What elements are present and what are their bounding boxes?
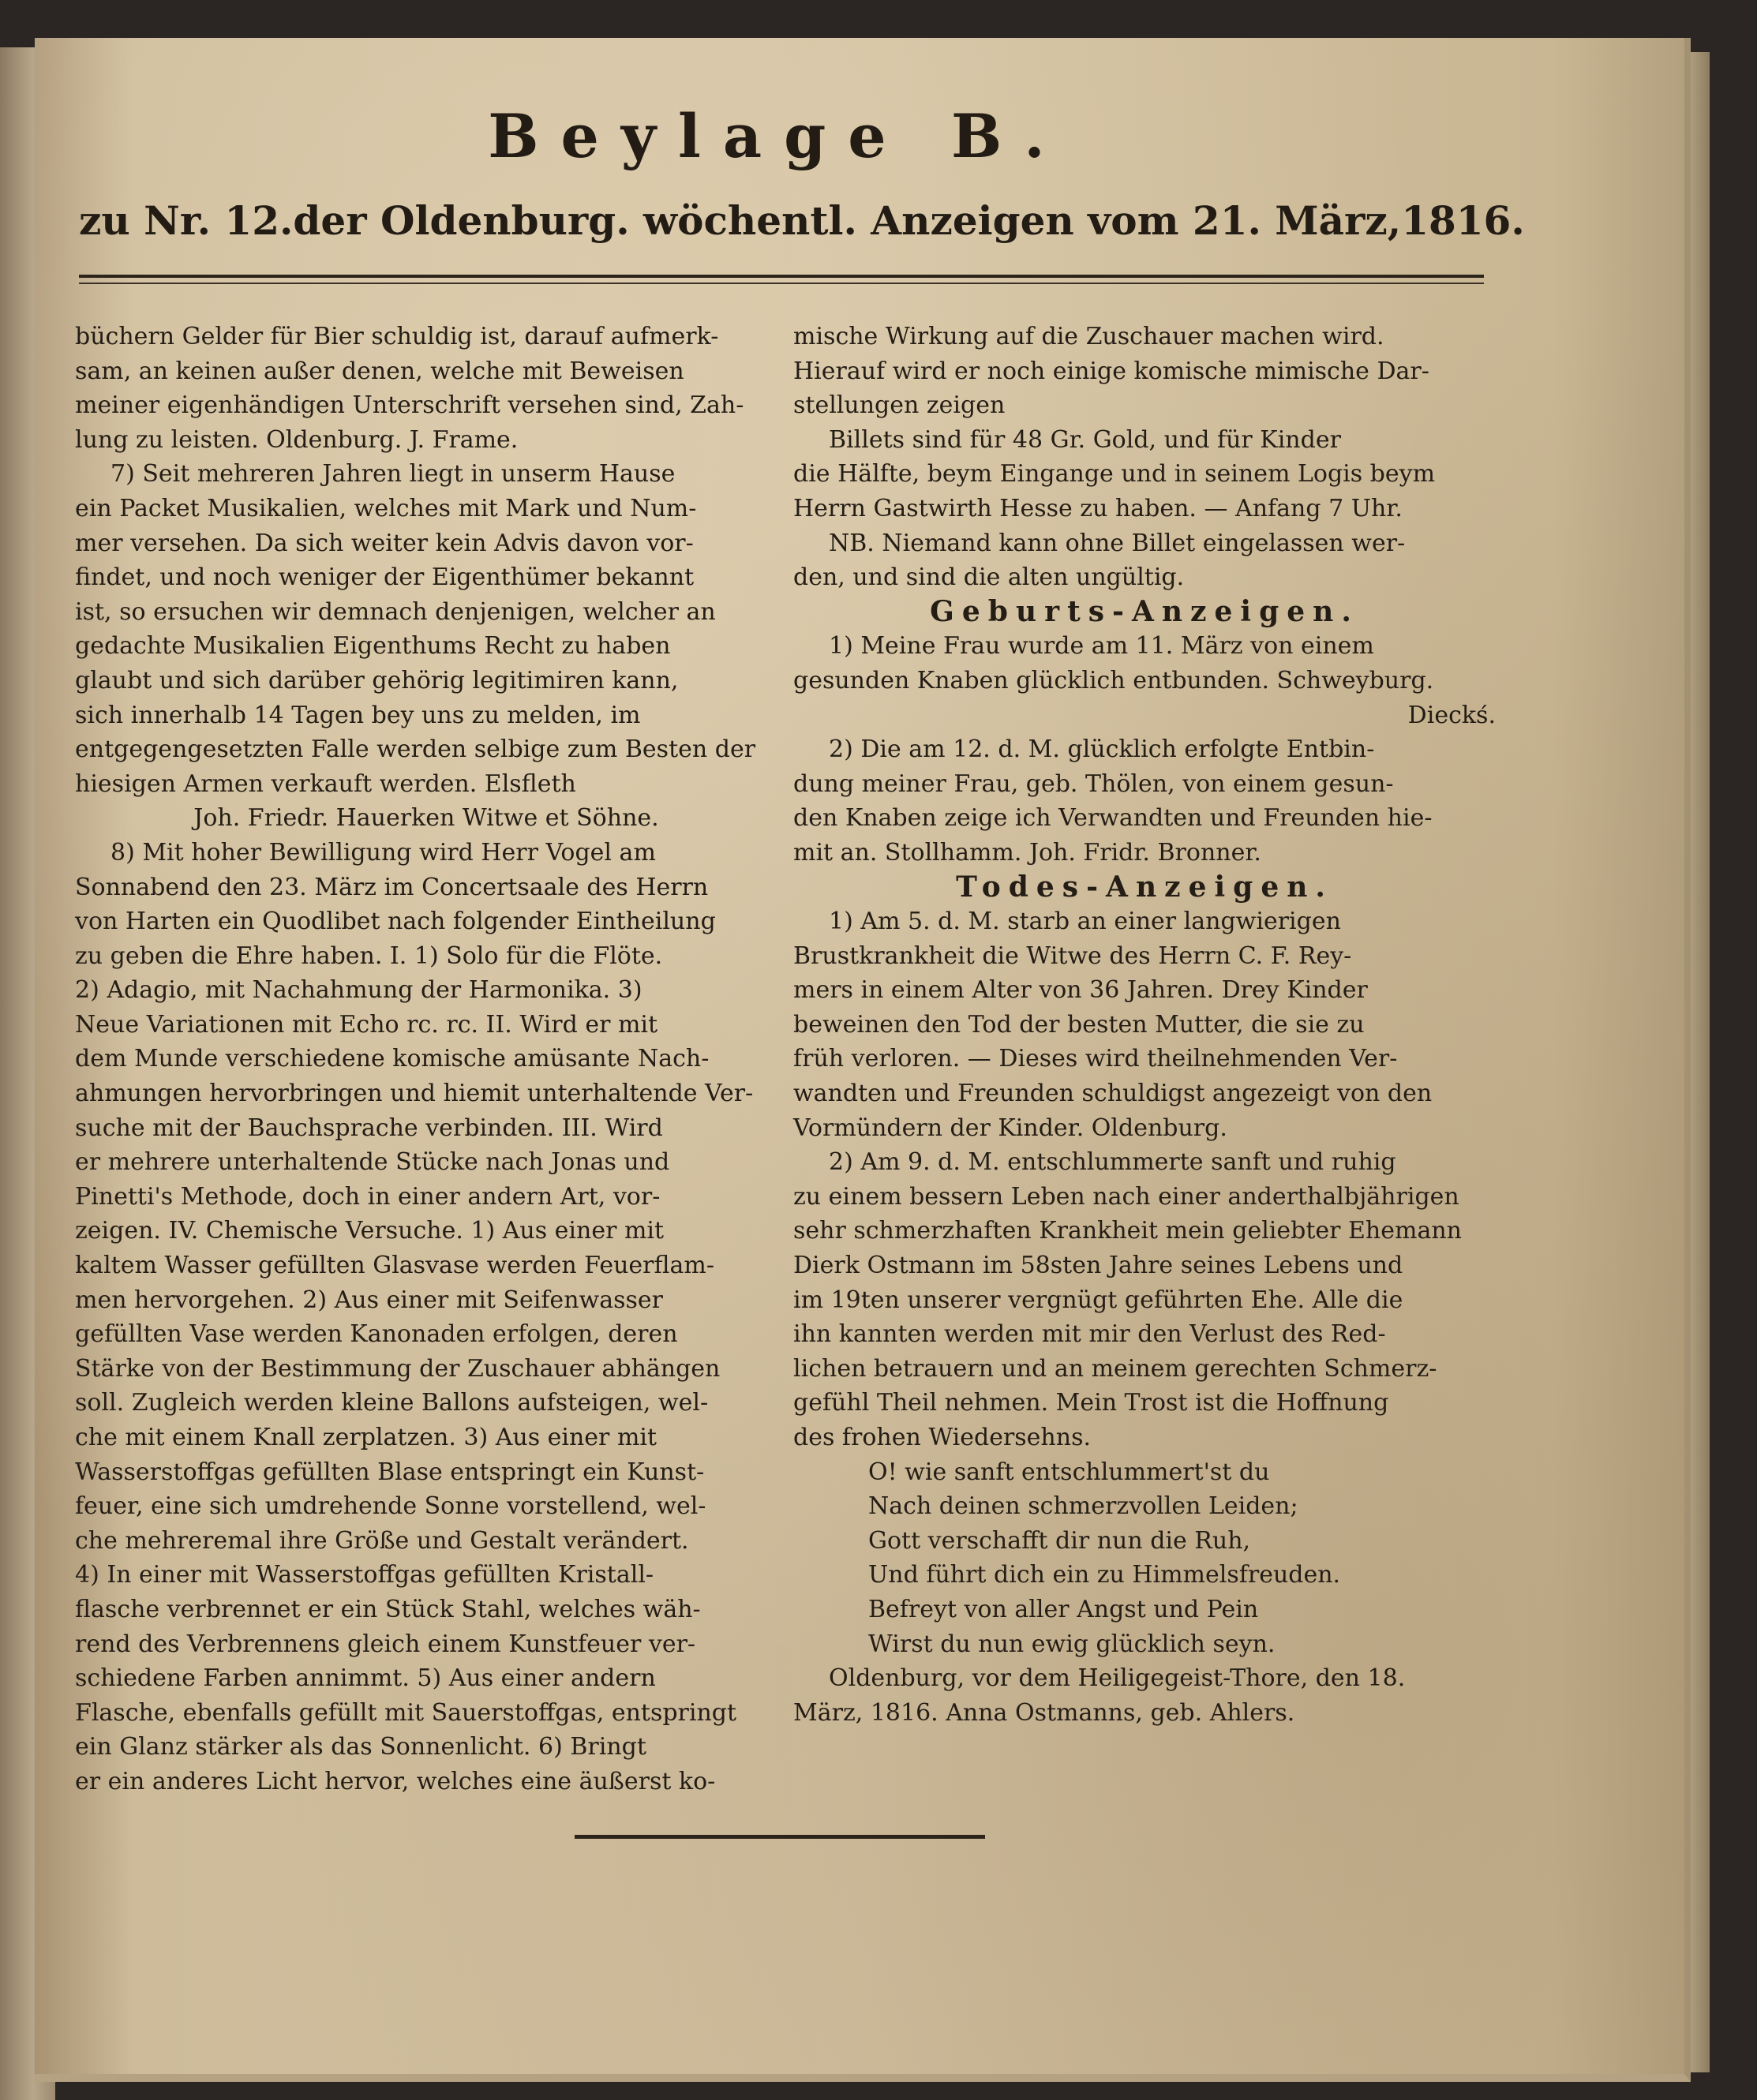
text-line: 1) Meine Frau wurde am 11. März von einem — [829, 632, 1374, 661]
text-line: 4) In einer mit Wasserstoffgas gefüllten Kristall- — [75, 1561, 654, 1589]
text-line: Stärke von der Bestimmung der Zuschauer abhängen — [75, 1354, 721, 1383]
text-line: gedachte Musikalien Eigenthums Recht zu haben — [75, 632, 671, 661]
text-line: ihn kannten werden mit mir den Verlust des Red- — [793, 1320, 1386, 1349]
text-line: sehr schmerzhaften Krankheit mein geliebter Ehemann — [793, 1217, 1462, 1245]
text-line: che mit einem Knall zerplatzen. 3) Aus einer mit — [75, 1424, 657, 1451]
text-line: stellungen zeigen — [793, 391, 1006, 420]
text-line: mit an. Stollhamm. Joh. Fridr. Bronner. — [793, 838, 1261, 867]
text-line: Vormündern der Kinder. Oldenburg. — [793, 1114, 1227, 1142]
text-line: ist, so ersuchen wir demnach denjenigen, welcher an — [75, 597, 716, 626]
poem-line: Wirst du nun ewig glücklich seyn. — [868, 1630, 1276, 1658]
text-line: mer versehen. Da sich weiter kein Advis davon vor- — [75, 529, 694, 557]
page-title: Beylage B. — [488, 101, 1067, 171]
right-column — [793, 320, 1496, 1730]
text-line: Dierk Ostmann im 58sten Jahre seines Lebens und — [793, 1252, 1403, 1280]
text-line: Billets sind für 48 Gr. Gold, und für Kinder — [829, 425, 1341, 454]
text-line: rend des Verbrennens gleich einem Kunstfeuer ver- — [75, 1630, 696, 1658]
text-line: 2) Die am 12. d. M. glücklich erfolgte Entbin- — [829, 736, 1375, 764]
poem-line: Und führt dich ein zu Himmelsfreuden. — [868, 1561, 1341, 1589]
publication-name: der Oldenburg. wöchentl. Anzeigen vom 21. März, — [293, 197, 1402, 244]
text-line: findet, und noch weniger der Eigenthümer bekannt — [75, 563, 695, 592]
text-line: soll. Zugleich werden kleine Ballons aufsteigen, wel- — [75, 1389, 709, 1417]
text-line: Dieckś. — [1407, 701, 1496, 729]
text-line: von Harten ein Quodlibet nach folgender Eintheilung — [75, 908, 716, 936]
left-column — [75, 320, 777, 1799]
footer-rule — [575, 1835, 985, 1839]
text-line: mers in einem Alter von 36 Jahren. Drey Kinder — [793, 976, 1368, 1005]
text-line: zu geben die Ehre haben. I. 1) Solo für die Flöte. — [75, 941, 663, 970]
text-line: Sonnabend den 23. März im Concertsaale des Herrn — [75, 873, 709, 901]
text-line: früh verloren. — Dieses wird theilnehmenden Ver- — [793, 1045, 1398, 1073]
text-line: entgegengesetzten Falle werden selbige zum Besten der — [75, 736, 756, 764]
issue-line — [79, 197, 1525, 244]
text-line: sich innerhalb 14 Tagen bey uns zu melden, im — [75, 701, 641, 729]
text-line: gesunden Knaben glücklich entbunden. Schweyburg. — [793, 666, 1434, 694]
text-line: 2) Am 9. d. M. entschlummerte sanft und ruhig — [829, 1148, 1396, 1177]
text-line: die Hälfte, beym Eingange und in seinem Logis beym — [793, 460, 1436, 489]
header-rule-thin — [79, 283, 1484, 284]
poem-line: Gott verschafft dir nun die Ruh, — [868, 1526, 1251, 1555]
poem-line: O! wie sanft entschlummert'st du — [868, 1458, 1270, 1486]
text-line: dem Munde verschiedene komische amüsante Nach- — [75, 1045, 710, 1073]
text-line: dung meiner Frau, geb. Thölen, von einem gesun- — [793, 769, 1394, 798]
text-line: suche mit der Bauchsprache verbinden. III. Wird — [75, 1114, 663, 1142]
text-line: meiner eigenhändigen Unterschrift versehen sind, Zah- — [75, 391, 744, 420]
poem-line: Nach deinen schmerzvollen Leiden; — [868, 1492, 1298, 1521]
text-line: Oldenburg, vor dem Heiligegeist-Thore, den 18. — [829, 1664, 1406, 1693]
text-line: 2) Adagio, mit Nachahmung der Harmonika. 3) — [75, 976, 642, 1005]
text-line: den, und sind die alten ungültig. — [793, 563, 1185, 592]
text-line: mische Wirkung auf die Zuschauer machen wird. — [793, 323, 1384, 350]
text-line: ein Packet Musikalien, welches mit Mark und Num- — [75, 494, 697, 522]
issue-year: 1816. — [1401, 197, 1525, 244]
text-line: 7) Seit mehreren Jahren liegt in unserm Hause — [111, 460, 676, 489]
text-line: sam, an keinen außer denen, welche mit Beweisen — [75, 357, 684, 385]
deaths-heading: Todes-Anzeigen. — [956, 870, 1333, 904]
text-line: im 19ten unserer vergnügt geführten Ehe. Alle die — [793, 1286, 1403, 1314]
births-heading: Geburts-Anzeigen. — [930, 594, 1359, 628]
text-line: Hierauf wird er noch einige komische mimische Dar- — [793, 357, 1429, 385]
text-line: zeigen. IV. Chemische Versuche. 1) Aus einer mit — [75, 1217, 665, 1245]
header-rule — [79, 275, 1484, 278]
text-line: che mehreremal ihre Größe und Gestalt verändert. — [75, 1526, 689, 1555]
text-line: er ein anderes Licht hervor, welches eine äußerst ko- — [75, 1767, 716, 1795]
text-line: ein Glanz stärker als das Sonnenlicht. 6) Bringt — [75, 1733, 646, 1761]
text-line: wandten und Freunden schuldigst angezeigt von den — [793, 1080, 1433, 1108]
text-line: schiedene Farben annimmt. 5) Aus einer andern — [75, 1664, 656, 1693]
text-line: Pinetti's Methode, doch in einer andern Art, vor- — [75, 1182, 661, 1211]
text-line: glaubt und sich darüber gehörig legitimiren kann, — [75, 666, 679, 694]
text-line: er mehrere unterhaltende Stücke nach Jonas und — [75, 1148, 670, 1177]
text-line: Wasserstoffgas gefüllten Blase entspringt ein Kunst- — [75, 1458, 705, 1486]
text-line: ahmungen hervorbringen und hiemit unterhaltende Ver- — [75, 1080, 754, 1108]
text-line: Brustkrankheit die Witwe des Herrn C. F. Rey- — [793, 941, 1352, 970]
text-line: beweinen den Tod der besten Mutter, die sie zu — [793, 1010, 1365, 1039]
text-line: lichen betrauern und an meinem gerechten Schmerz- — [793, 1354, 1437, 1383]
text-line: zu einem bessern Leben nach einer anderthalbjährigen — [793, 1182, 1459, 1211]
text-line: büchern Gelder für Bier schuldig ist, darauf aufmerk- — [75, 323, 719, 350]
text-line: hiesigen Armen verkauft werden. Elsfleth — [75, 769, 576, 798]
issue-number: zu Nr. 12. — [79, 197, 294, 244]
text-line: gefüllten Vase werden Kanonaden erfolgen, deren — [75, 1320, 678, 1349]
text-line: des frohen Wiedersehns. — [793, 1424, 1092, 1451]
text-line: Herrn Gastwirth Hesse zu haben. — Anfang 7 Uhr. — [793, 494, 1403, 522]
text-line: lung zu leisten. Oldenburg. J. Frame. — [75, 425, 519, 454]
text-line: März, 1816. Anna Ostmanns, geb. Ahlers. — [793, 1698, 1295, 1727]
text-line: gefühl Theil nehmen. Mein Trost ist die Hoffnung — [793, 1389, 1389, 1417]
text-line: Joh. Friedr. Hauerken Witwe et Söhne. — [193, 804, 659, 833]
text-line: den Knaben zeige ich Verwandten und Freunden hie- — [793, 804, 1433, 833]
text-line: Neue Variationen mit Echo rc. rc. II. Wird er mit — [75, 1010, 658, 1039]
poem-line: Befreyt von aller Angst und Pein — [868, 1595, 1259, 1623]
text-line: 8) Mit hoher Bewilligung wird Herr Vogel am — [111, 838, 656, 867]
text-line: Flasche, ebenfalls gefüllt mit Sauerstoffgas, entspringt — [75, 1698, 737, 1727]
text-line: flasche verbrennet er ein Stück Stahl, welches wäh- — [75, 1595, 701, 1623]
text-line: 1) Am 5. d. M. starb an einer langwierigen — [829, 908, 1341, 936]
text-line: men hervorgehen. 2) Aus einer mit Seifenwasser — [75, 1286, 663, 1314]
masthead — [71, 101, 1484, 171]
text-line: kaltem Wasser gefüllten Glasvase werden Feuerflam- — [75, 1252, 714, 1280]
text-line: NB. Niemand kann ohne Billet eingelassen wer- — [829, 529, 1406, 557]
text-line: feuer, eine sich umdrehende Sonne vorstellend, wel- — [75, 1492, 706, 1521]
